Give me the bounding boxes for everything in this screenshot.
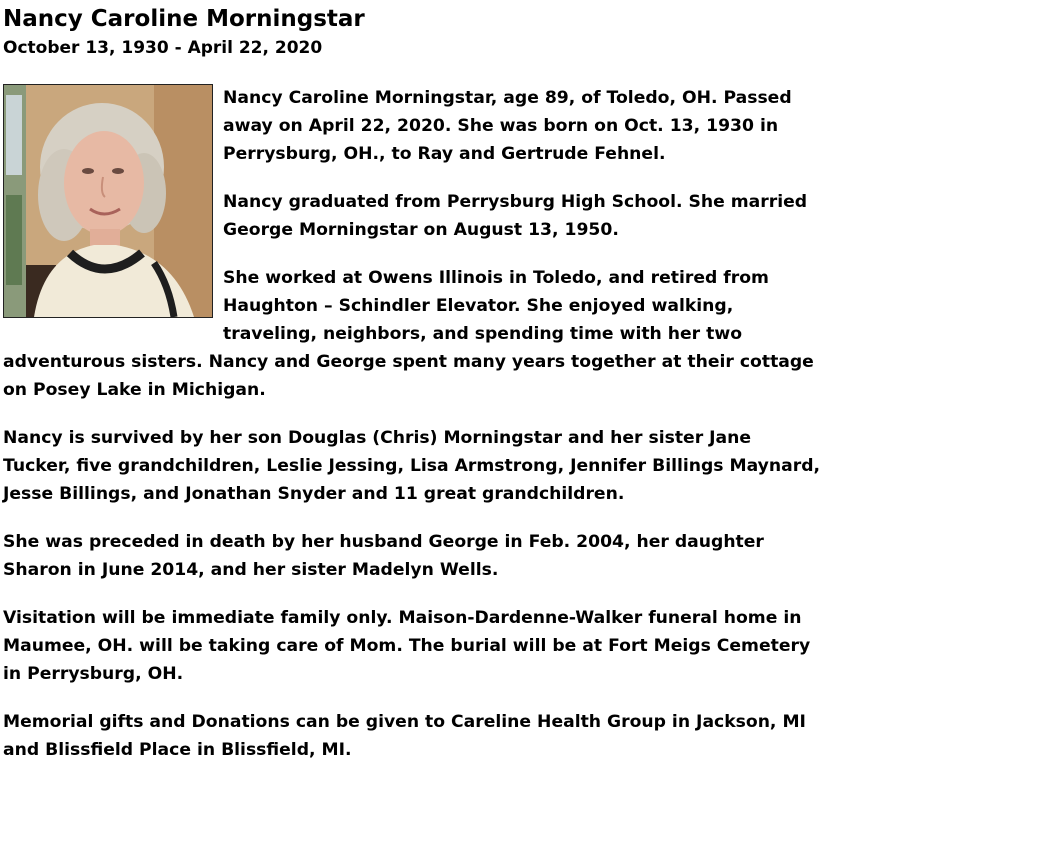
paragraph-career: She worked at Owens Illinois in Toledo, and retired from Haughton – Schindler Elevator. She enjoyed walking, traveling, neighbors, and spending time with her two adventurous sisters. Nancy and George spent many years together at their cottage on Posey Lake in Michigan. (3, 268, 814, 400)
paragraph-education: Nancy graduated from Perrysburg High School. She married George Morningstar on August 13, 1950. (223, 192, 808, 240)
portrait-photo (3, 84, 213, 318)
paragraph-survivors: Nancy is survived by her son Douglas (Chris) Morningstar and her sister Jane Tucker, five grandchildren, Leslie Jessing, Lisa Armstrong, Jennifer Billings Maynard, Jesse Billings, and Jonathan Snyder and 11 great grandchildren. (3, 428, 821, 504)
life-dates: October 13, 1930 - April 22, 2020 (3, 38, 323, 58)
paragraph-memorial: Memorial gifts and Donations can be given to Careline Health Group in Jackson, MI and Blissfield Place in Blissfield, MI. (3, 712, 806, 760)
paragraph-intro: Nancy Caroline Morningstar, age 89, of Toledo, OH. Passed away on April 22, 2020. She was born on Oct. 13, 1930 in Perrysburg, OH., to Ray and Gertrude Fehnel. (223, 88, 792, 164)
paragraph-visitation: Visitation will be immediate family only. Maison-Dardenne-Walker funeral home in Maumee, OH. will be taking care of Mom. The burial will be at Fort Meigs Cemetery in Perrysburg, OH. (3, 608, 811, 684)
page-title: Nancy Caroline Morningstar (3, 6, 365, 32)
obituary-page (3, 4, 823, 784)
paragraph-preceded: She was preceded in death by her husband George in Feb. 2004, her daughter Sharon in June 2014, and her sister Madelyn Wells. (3, 532, 764, 580)
portrait-image (4, 85, 212, 317)
obituary-body (3, 84, 823, 764)
